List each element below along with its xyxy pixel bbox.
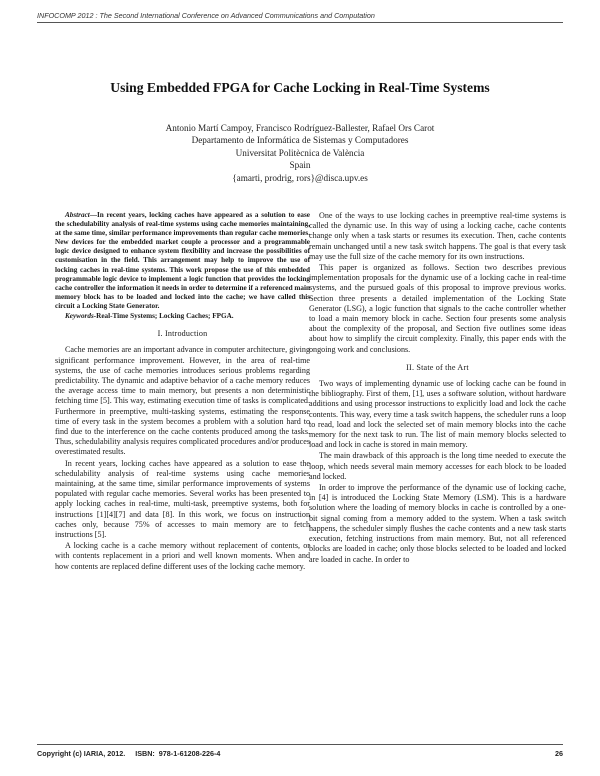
intro-paragraph-2: In recent years, locking caches have appeared as a solution to ease the schedulability analysis of real-time systems using cache memories maintaining, at the same time, similar performance improvements of systems populated with regular cache memories. Several works has been presented to apply locking caches in real-time, multi-task, preemptive systems, both for instructions [1][4][7] and data [8]. In this work, we focus on instruction caches only, because 75% of accesses to main memory are to fetch instructions [5]. (55, 458, 310, 539)
header-rule (37, 22, 563, 23)
conference-header: INFOCOMP 2012 : The Second International Conference on Advanced Communications and Computation (37, 11, 375, 20)
keywords-text: Real-Time Systems; Locking Caches; FPGA. (96, 312, 234, 321)
footer-rule (37, 744, 563, 745)
art-paragraph-2: The main drawback of this approach is the long time needed to execute the loop, which needs several main memory accesses for each block to be loaded and locked. (309, 451, 566, 481)
author-department: Departamento de Informática de Sistemas y Computadores (191, 135, 409, 146)
abstract-text: —In recent years, locking caches have appeared as a solution to ease the schedulability analysis of real-time systems using cache memories maintaining, at the same time, similar performance improvements than regular cache memories. New devices for the embedded market couple a processor and a programmable logic device designed to enhance system flexibility and increase the possibilities of customisation in the field. This arrangement may help to improve the use of locking caches in real-time systems. This work propose the use of this embedded programmable logic device to implement a logic function that provides the locking cache controller the information it needs in order to determine if a referenced main memory block has to be loaded and locked into the cache; we have called this circuit a Locking State Generator. (55, 211, 310, 310)
art-paragraph-1: Two ways of implementing dynamic use of locking cache can be found in the bibliography. First of them, [1], uses a software solution, without hardware additions and using processor instructions to explicitly load and lock the cache contents. This way, every time a task switch happens, the scheduler runs a loop to read, load and lock the selected set of main memory blocks into the cache memory for the next task to run. The list of main memory blocks selected to load and lock in cache is stored in main memory. (309, 379, 566, 450)
author-university: Universitat Politècnica de València (235, 147, 365, 158)
paper-title: Using Embedded FPGA for Cache Locking in Real-Time Systems (110, 80, 490, 95)
right-paragraph-2: This paper is organized as follows. Section two describes previous implementation proposals for the dynamic use of a locking cache in real-time systems, and the pursued goals of this proposal to improve previous works. Section three presents a detailed implementation of the Locking State Generator (LSG), a logic function that signals to the cache controller whether to load a main memory block in cache. Section four presents some analysis about the complexity of the proposal, and Section five outlines some ideas about how to simplify the circuit complexity. Finally, this paper ends with the ongoing work and conclusions. (309, 263, 566, 354)
art-paragraph-3: In order to improve the performance of the dynamic use of locking cache, in [4] is introduced the Locking State Memory (LSM). This is a hardware solution where the loading of memory blocks in cache is controlled by a one-bit signal coming from a memory added to the system. When a task switch happens, the scheduler simply flushes the cache contents and a new task starts execution, fetching instructions from main memory. But, not all referenced blocks are loaded in cache; only those blocks selected to be loaded and locked are loaded in cache. In order to (309, 483, 566, 564)
keywords (55, 312, 310, 321)
left-column (55, 211, 310, 572)
right-paragraph-1: One of the ways to use locking caches in preemptive real-time systems is called the dynamic use. In this way of using a locking cache, cache contents change only when a task starts or resumes its execution. Then, cache contents remain unchanged until a new task switch happens. The goal is that every task may use the full size of the cache memory for its own instructions. (309, 211, 566, 261)
keywords-label: Keywords- (65, 312, 97, 321)
section-heading-introduction: I. Introduction (157, 329, 208, 339)
section-heading-state-of-art: II. State of the Art (406, 362, 469, 372)
intro-paragraph-1: Cache memories are an important advance in computer architecture, giving significant performance improvement. However, in the area of real-time systems, the use of cache memories introduces serious problems regarding predictability. The dynamic and adaptive behavior of a cache memory reduces the average access time to main memory, but presents a non deterministic fetching time [5]. This way, estimating execution time of tasks is complicated. Furthermore in preemptive, multi-tasking systems, estimating the response time of every task in the system becomes a problem with a solution hard to find due to the interference on the cache contents produced among the tasks. Thus, schedulability analysis requires complicated procedures and/or produces overestimated results. (55, 345, 310, 457)
footer-copyright: Copyright (c) IARIA, 2012. ISBN: 978-1-61208-226-4 (37, 749, 221, 758)
author-emails: {amarti, prodrig, rors}@disca.upv.es (232, 172, 368, 183)
author-block (0, 122, 600, 184)
right-column (309, 211, 566, 565)
author-names: Antonio Martí Campoy, Francisco Rodríguez-Ballester, Rafael Ors Carot (165, 123, 435, 133)
abstract (55, 211, 310, 311)
author-country: Spain (289, 160, 311, 171)
abstract-lead: Abstract (65, 211, 90, 219)
footer-page-number: 26 (555, 749, 563, 758)
intro-paragraph-3: A locking cache is a cache memory without replacement of contents, or with contents replacement in a priori and well known moments. When and how contents are replaced define different uses of the locking cache memory. (55, 541, 310, 571)
